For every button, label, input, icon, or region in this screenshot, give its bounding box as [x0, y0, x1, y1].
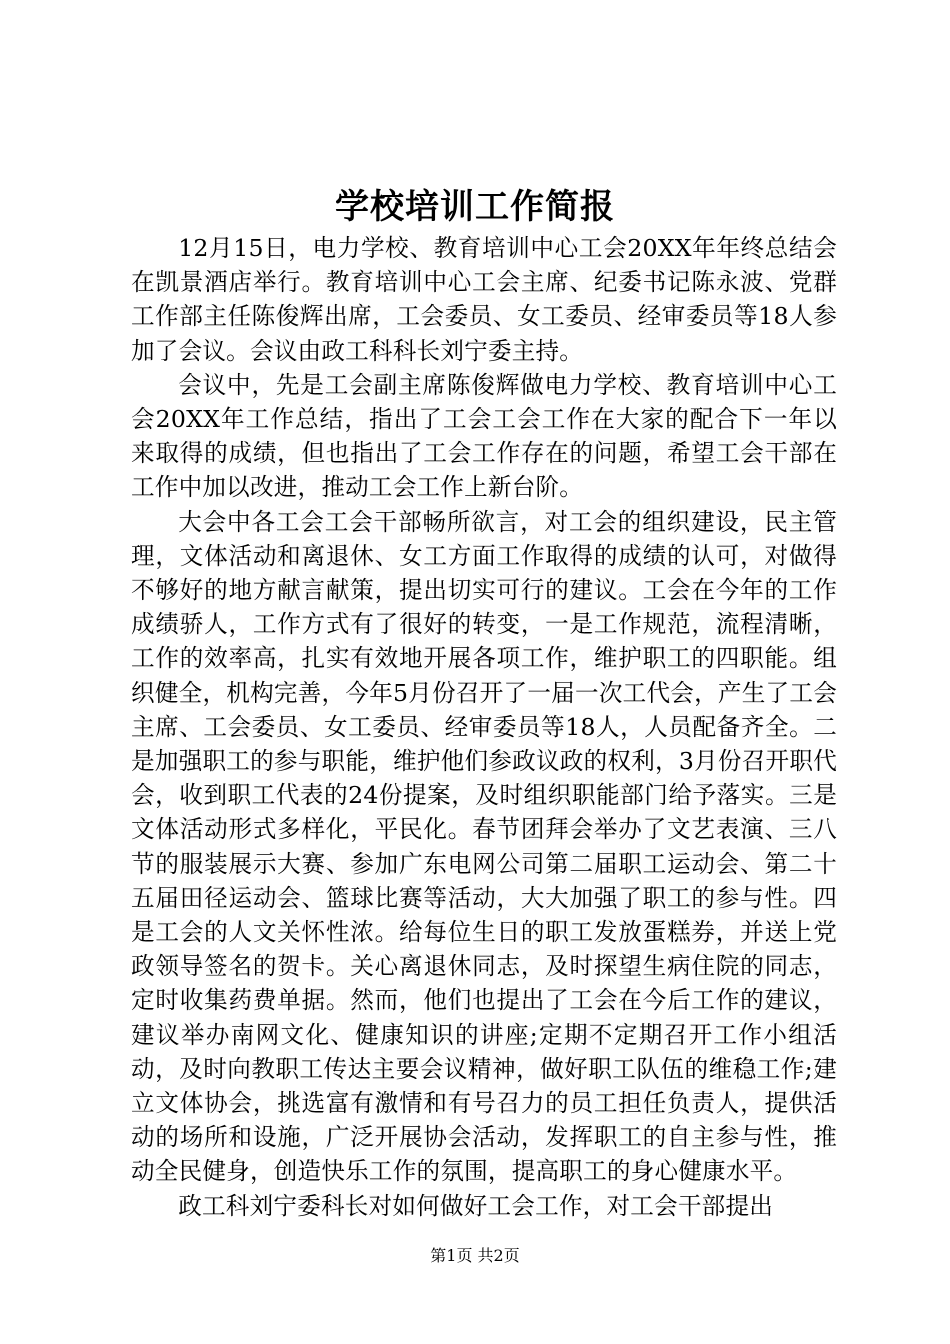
paragraph: 政工科刘宁委科长对如何做好工会工作，对工会干部提出 [178, 1191, 774, 1220]
paragraph: 大会中各工会工会干部畅所欲言，对工会的组织建设，民主管理，文体活动和离退休、女工方面工作取得的成绩的认可，对做得不够好的地方献言献策，提出切实可行的建议。工会在今年的工作成绩骄人，工作方式有了很好的转变，一是工作规范，流程清晰，工作的效率高，扎实有效地开展各项工作，维护职工的四职能。组织健全，机构完善，今年5月份召开了一届一次工代会，产生了工会主席、工会委员、女工委员、经审委员等18人，人员配备齐全。二是加强职工的参与职能，维护他们参政议政的权利，3月份召开职代会，收到职工代表的24份提案，及时组织职能部门给予落实。三是文体活动形式多样化，平民化。春节团拜会举办了文艺表演、三八节的服装展示大赛、参加广东电网公司第二届职工运动会、第二十五届田径运动会、篮球比赛等活动，大大加强了职工的参与性。四是工会的人文关怀性浓。给每位生日的职工发放蛋糕券，并送上党政领导签名的贺卡。关心离退休同志，及时探望生病住院的同志，定时收集药费单据。然而，他们也提出了工会在今后工作的建议，建议举办南网文化、健康知识的讲座;定期不定期召开工作小组活动，及时向教职工传达主要会议精神，做好职工队伍的维稳工作;建立文体协会，挑选富有激情和有号召力的员工担任负责人，提供活动的场所和设施，广泛开展协会活动，发挥职工的自主参与性，推动全民健身，创造快乐工作的氛围，提高职工的身心健康水平。 [131, 507, 837, 1186]
document-title: 学校培训工作简报 [335, 187, 615, 227]
page-number: 第1页 共2页 [430, 1246, 520, 1265]
document-body [131, 231, 837, 1223]
paragraph: 12月15日，电力学校、教育培训中心工会20XX年年终总结会在凯景酒店举行。教育培训中心工会主席、纪委书记陈永波、党群工作部主任陈俊辉出席，工会委员、女工委员、经审委员等18人参加了会议。会议由政工科科长刘宁委主持。 [131, 234, 837, 365]
paragraph: 会议中，先是工会副主席陈俊辉做电力学校、教育培训中心工会20XX年工作总结，指出了工会工会工作在大家的配合下一年以来取得的成绩，但也指出了工会工作存在的问题，希望工会干部在工作中加以改进，推动工会工作上新台阶。 [131, 370, 837, 502]
